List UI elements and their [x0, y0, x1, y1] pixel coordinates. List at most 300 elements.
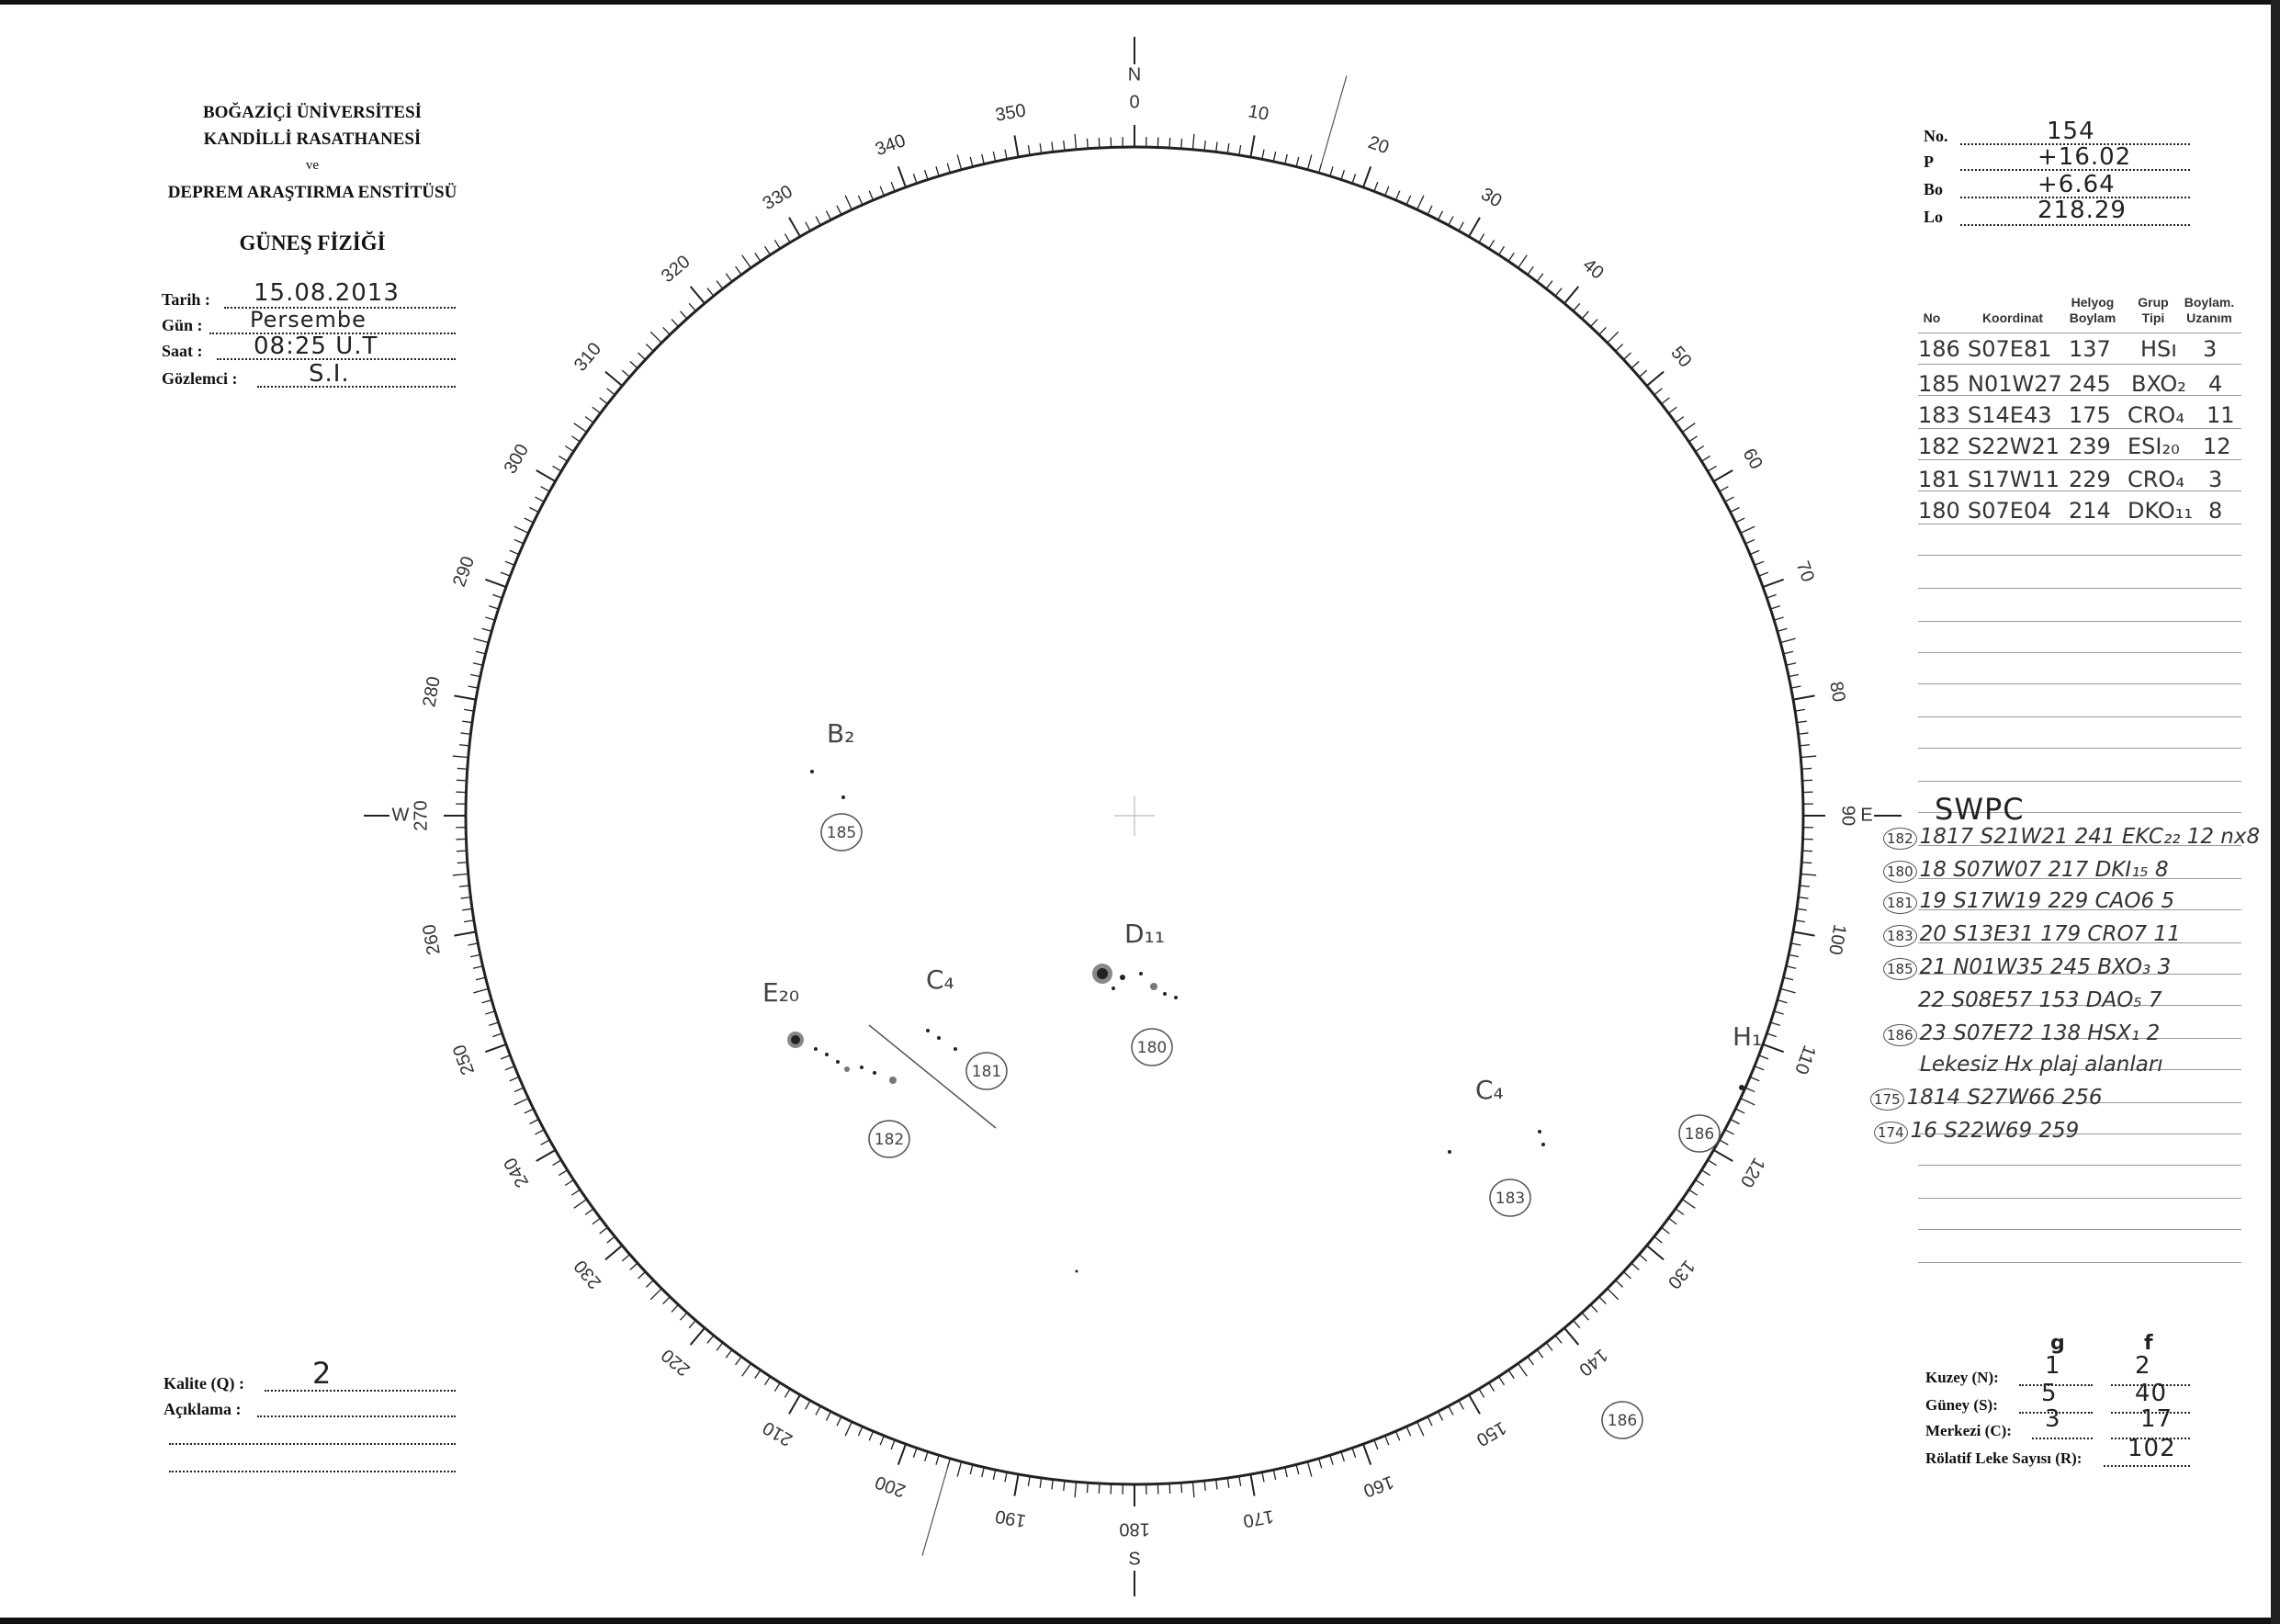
degree-tick [784, 1389, 790, 1397]
swpc-text-10: 16 S22W69 259 [1910, 1119, 2080, 1143]
row-1-lon: 137 [2069, 336, 2111, 362]
degree-label: 160 [1360, 1471, 1397, 1501]
degree-tick [1479, 234, 1484, 242]
degree-tick [622, 1255, 629, 1261]
degree-tick [593, 1218, 601, 1224]
degree-tick [571, 1190, 580, 1195]
degree-tick [1731, 508, 1740, 513]
degree-tick [1075, 1482, 1076, 1497]
degree-tick [1262, 1472, 1264, 1483]
date-value: 15.08.2013 [254, 279, 400, 307]
degree-tick [536, 1150, 556, 1161]
degree-tick [1439, 1412, 1443, 1421]
degree-tick [936, 1455, 939, 1465]
degree-tick [880, 186, 884, 196]
south-f: 40 [2135, 1380, 2168, 1407]
degree-tick [672, 1304, 679, 1312]
degree-tick [1713, 1150, 1733, 1161]
degree-tick [1654, 389, 1663, 395]
degree-tick [1528, 1357, 1533, 1365]
group-label-h1: H₁ [1733, 1021, 1763, 1052]
degree-tick [1014, 1474, 1018, 1496]
degree-tick [536, 470, 556, 481]
degree-tick [462, 721, 472, 723]
degree-tick [585, 1209, 593, 1214]
degree-tick [1489, 1382, 1495, 1391]
west-label: W [391, 805, 410, 826]
north-g: 1 [2045, 1352, 2061, 1380]
sunspot-c4-183 [1448, 1150, 1451, 1154]
degree-tick [1582, 311, 1588, 319]
degree-tick [459, 745, 469, 746]
degree-tick [827, 211, 831, 220]
row-3-no: 183 [1918, 402, 1960, 428]
degree-tick [742, 1363, 751, 1376]
south-label: S [1128, 1549, 1141, 1570]
header-coord: Koordinat [1981, 310, 2044, 325]
degree-tick [1406, 196, 1410, 205]
ephemeris-lo-value: 218.29 [2037, 197, 2127, 224]
swpc-title: SWPC [1935, 792, 2025, 827]
row-3-type: CRO₄ [2128, 402, 2184, 428]
degree-label: 280 [419, 674, 445, 709]
degree-label: 70 [1791, 558, 1819, 585]
swpc-ref-4: 183 [1883, 925, 1917, 947]
degree-tick [470, 954, 480, 956]
degree-tick [1395, 191, 1399, 200]
row-4-coord: S22W21 [1968, 434, 2060, 459]
degree-tick [1181, 139, 1182, 149]
degree-tick [691, 287, 705, 303]
degree-tick [585, 417, 593, 423]
degree-label: 10 [1247, 101, 1270, 125]
degree-tick [1793, 931, 1815, 935]
degree-tick [1708, 466, 1716, 471]
degree-tick [1720, 487, 1729, 491]
degree-tick [1262, 150, 1264, 160]
degree-tick [1363, 166, 1371, 187]
ephemeris-p-value: +16.02 [2037, 143, 2132, 171]
swpc-text-3: 19 S17W19 229 CAO6 5 [1919, 889, 2175, 913]
degree-tick [1639, 370, 1646, 377]
degree-tick [453, 756, 468, 757]
sunspot-drawings [787, 770, 1744, 1273]
degree-tick [1750, 1077, 1759, 1080]
degree-tick [1616, 1280, 1623, 1288]
degree-tick [1741, 1099, 1755, 1105]
degree-tick [1385, 186, 1389, 196]
center-f: 17 [2140, 1405, 2173, 1433]
degree-tick [1395, 1431, 1399, 1440]
row-4-ext: 12 [2203, 434, 2231, 459]
north-label: N [1127, 64, 1142, 85]
degree-tick [1631, 1263, 1639, 1269]
ephemeris-lo-label: Lo [1924, 208, 1944, 226]
group-ref-183-number: 183 [1495, 1190, 1526, 1208]
degree-tick [536, 1130, 545, 1134]
degree-tick [605, 1246, 622, 1259]
degree-tick [1385, 1436, 1389, 1445]
degree-tick [913, 174, 917, 183]
degree-tick [1639, 1255, 1646, 1261]
degree-tick [473, 663, 483, 665]
degree-tick [913, 1448, 917, 1457]
group-ref-185-number: 185 [826, 824, 857, 842]
degree-tick [806, 1401, 810, 1410]
east-label: E [1860, 805, 1873, 826]
sunspot-small [1076, 1270, 1078, 1273]
degree-tick [574, 1200, 587, 1209]
degree-tick [993, 152, 995, 162]
degree-tick [1040, 143, 1042, 153]
degree-tick [1770, 1022, 1779, 1025]
row-4-no: 182 [1918, 434, 1960, 459]
degree-tick [514, 539, 524, 543]
degree-tick [473, 988, 488, 992]
ephemeris-no-label: No. [1924, 127, 1948, 145]
swpc-text-7: 23 S07E72 138 HSX₁ 2 [1919, 1021, 2161, 1045]
degree-tick [622, 370, 629, 377]
swpc-text-6: 22 S08E57 153 DAO₅ 7 [1918, 988, 2162, 1012]
degree-tick [1169, 1483, 1170, 1494]
degree-tick [1537, 274, 1543, 282]
degree-tick [1192, 1482, 1193, 1497]
swpc-text-4: 20 S13E31 179 CRO7 11 [1919, 922, 2181, 946]
degree-tick [1319, 164, 1322, 174]
degree-tick [774, 240, 780, 248]
degree-tick [891, 182, 895, 191]
degree-tick [837, 1416, 841, 1426]
degree-tick [1774, 617, 1784, 620]
institution-line-1: BOĞAZİÇİ ÜNİVERSİTESİ [202, 103, 423, 122]
degree-tick [1087, 139, 1088, 149]
degree-tick [1802, 780, 1812, 781]
degree-tick [789, 1394, 800, 1414]
degree-tick [646, 344, 653, 352]
degree-tick [1608, 1289, 1619, 1300]
row-1-ext: 3 [2203, 336, 2218, 362]
degree-tick [1469, 218, 1480, 237]
degree-label: 230 [570, 1256, 606, 1293]
degree-tick [1725, 1130, 1734, 1134]
degree-tick [736, 1357, 741, 1365]
observer-label: Gözlemci : [162, 369, 238, 388]
degree-tick [1701, 456, 1710, 461]
degree-tick [1791, 686, 1801, 688]
sunspot-c4-183 [1541, 1143, 1545, 1146]
degree-tick [1720, 1140, 1729, 1145]
degree-tick [1216, 1480, 1217, 1490]
degree-tick [869, 191, 873, 200]
degree-tick [1564, 287, 1578, 303]
degree-tick [457, 768, 468, 769]
degree-tick [473, 966, 483, 968]
degree-tick [514, 1088, 524, 1091]
degree-tick [1040, 1478, 1042, 1488]
degree-tick [1708, 1160, 1716, 1166]
swpc-text-9: 1814 S27W66 256 [1906, 1086, 2103, 1110]
degree-tick [600, 1227, 608, 1234]
header-ext-line1: Boylam. [2184, 295, 2235, 310]
degree-label: 0 [1129, 92, 1140, 113]
degree-tick [1341, 1451, 1344, 1460]
sunspot-d11 [1139, 972, 1143, 976]
row-5-lon: 229 [2069, 467, 2111, 492]
swpc-ref-7: 186 [1883, 1024, 1917, 1046]
south-label: Güney (S): [1925, 1396, 1998, 1414]
group-label-b2: B₂ [827, 718, 855, 749]
degree-tick [1330, 166, 1333, 176]
degree-tick [1518, 255, 1528, 268]
row-5-no: 181 [1918, 467, 1960, 492]
degree-tick [1582, 1313, 1588, 1320]
degree-tick [1406, 1427, 1410, 1436]
degree-tick [1682, 1200, 1695, 1209]
ephemeris-no-value: 154 [2047, 118, 2095, 145]
department-title: GÜNEŞ FİZİĞİ [239, 231, 386, 254]
degree-label: 110 [1790, 1042, 1820, 1077]
degree-tick [1099, 1483, 1100, 1494]
degree-tick [1793, 695, 1815, 699]
group-label-c4-183: C₄ [1475, 1075, 1504, 1105]
center-g: 3 [2045, 1405, 2061, 1433]
degree-tick [1745, 1088, 1755, 1091]
degree-tick [898, 1444, 906, 1465]
header-no: No [1923, 310, 1941, 325]
degree-tick [774, 1382, 780, 1391]
header-ext-line2: Uzanım [2186, 310, 2232, 325]
header-lon-line1: Helyog [2071, 295, 2115, 310]
degree-tick [1654, 1236, 1663, 1243]
degree-tick [1087, 1483, 1088, 1493]
day-value: Persembe [250, 307, 367, 333]
degree-tick [1791, 943, 1801, 945]
degree-tick [525, 518, 534, 523]
degree-tick [1689, 436, 1698, 442]
row-6-lon: 214 [2069, 498, 2111, 524]
degree-tick [717, 1343, 723, 1351]
degree-tick [1696, 1179, 1704, 1185]
degree-tick [869, 1431, 873, 1440]
row-6-type: DKO₁₁ [2128, 498, 2194, 524]
degree-label: 80 [1825, 680, 1849, 704]
degree-label: 300 [500, 440, 534, 478]
group-label-d11: D₁₁ [1124, 919, 1166, 949]
degree-tick [468, 686, 479, 688]
degree-tick [1250, 135, 1254, 157]
degree-tick [1800, 885, 1810, 886]
degree-tick [707, 288, 714, 297]
row-2-no: 185 [1918, 371, 1960, 397]
degree-label: 150 [1473, 1416, 1510, 1450]
degree-tick [1296, 1464, 1299, 1474]
row-6-ext: 8 [2208, 498, 2223, 524]
row-2-ext: 4 [2208, 371, 2223, 397]
degree-tick [485, 580, 506, 587]
degree-tick [1780, 988, 1795, 992]
degree-tick [982, 154, 984, 164]
degree-label: 250 [449, 1042, 480, 1078]
degree-label: 170 [1241, 1506, 1276, 1531]
degree-tick [1064, 1481, 1065, 1491]
degree-tick [571, 436, 580, 442]
degree-tick [574, 423, 587, 433]
degree-tick [1428, 1416, 1432, 1426]
degree-tick [1064, 141, 1065, 151]
degree-tick [1780, 638, 1795, 642]
row-3-coord: S14E43 [1968, 402, 2052, 428]
degree-tick [454, 695, 476, 699]
degree-tick [1052, 1480, 1053, 1490]
degree-tick [1783, 977, 1793, 980]
degree-tick [1759, 572, 1768, 576]
sunspot-e20 [844, 1066, 850, 1072]
sunspot-b2 [841, 795, 845, 799]
degree-tick [1766, 1033, 1776, 1037]
degree-tick [672, 320, 679, 327]
degree-tick [765, 1377, 771, 1385]
swpc-ref-1: 182 [1883, 828, 1917, 850]
row-2-type: BXO₂ [2131, 371, 2186, 397]
degree-tick [1181, 1483, 1182, 1493]
group-ref-186-outside-number: 186 [1607, 1412, 1638, 1430]
degree-label: 270 [411, 800, 432, 831]
institution-line-2: KANDİLLİ RASATHANESİ [203, 130, 422, 149]
degree-tick [541, 487, 550, 491]
degree-tick [957, 1461, 961, 1476]
degree-tick [947, 1459, 950, 1469]
date-label: Tarih : [162, 290, 210, 309]
compass-markers [364, 37, 1902, 1596]
degree-tick [1005, 1472, 1007, 1483]
degree-tick [1099, 138, 1100, 148]
degree-tick [1741, 526, 1755, 533]
row-6-no: 180 [1918, 498, 1960, 524]
degree-tick [816, 217, 820, 226]
degree-tick [784, 234, 790, 242]
degree-tick [1783, 651, 1793, 654]
degree-tick [970, 157, 973, 167]
p-angle-axis-line-south [922, 1467, 948, 1555]
degree-tick [1616, 344, 1623, 352]
degree-tick [492, 594, 502, 598]
degree-tick [638, 353, 646, 360]
center-label: Merkezi (C): [1925, 1422, 2012, 1439]
degree-tick [1676, 417, 1684, 423]
degree-tick [1574, 1320, 1580, 1327]
degree-tick [1285, 1467, 1287, 1477]
degree-tick [1508, 1370, 1514, 1379]
degree-tick [1662, 1227, 1670, 1234]
degree-label: 260 [419, 922, 445, 957]
summary-col-g: g [2050, 1332, 2066, 1355]
degree-tick [514, 526, 528, 533]
day-label: Gün : [162, 316, 203, 334]
degree-tick [1795, 920, 1805, 922]
degree-tick [1786, 663, 1796, 665]
row-5-ext: 3 [2208, 467, 2223, 492]
degree-label: 190 [993, 1506, 1028, 1531]
degree-tick [605, 372, 622, 386]
group-annotations [762, 718, 1762, 1438]
degree-tick [536, 497, 545, 502]
row-1-no: 186 [1918, 336, 1960, 362]
north-label: Kuzey (N): [1925, 1369, 1999, 1386]
degree-tick [1546, 281, 1552, 289]
degree-tick [1555, 1336, 1562, 1344]
degree-tick [638, 1271, 646, 1279]
degree-tick [936, 166, 939, 176]
degree-tick [1735, 518, 1744, 523]
degree-tick [1449, 217, 1453, 226]
degree-tick [1676, 1209, 1684, 1214]
degree-tick [681, 1313, 687, 1320]
degree-tick [1537, 1349, 1543, 1358]
degree-tick [492, 1033, 502, 1037]
degree-tick [1296, 157, 1299, 167]
degree-tick [1778, 1000, 1788, 1003]
swpc-text-2: 18 S07W07 217 DKI₁₅ 8 [1919, 858, 2169, 882]
degree-tick [476, 651, 486, 654]
degree-tick [482, 1000, 492, 1003]
degree-tick [1352, 1448, 1356, 1457]
degree-tick [1801, 768, 1812, 769]
degree-tick [1546, 1343, 1552, 1351]
degree-label: 220 [657, 1344, 694, 1381]
ephemeris-p-label: P [1924, 152, 1934, 171]
sunspot-c4-183 [1538, 1130, 1541, 1133]
degree-tick [1745, 539, 1755, 543]
degree-tick [689, 1320, 695, 1327]
degree-tick [1759, 1055, 1768, 1059]
swpc-text-5: 21 N01W35 245 BXO₃ 3 [1919, 955, 2172, 979]
degree-tick [858, 1427, 862, 1436]
degree-tick [858, 196, 862, 205]
degree-tick [765, 246, 771, 254]
degree-tick [525, 1109, 534, 1113]
degree-tick [553, 466, 561, 471]
degree-tick [1763, 1044, 1784, 1052]
ephemeris-bo-value: +6.64 [2037, 171, 2116, 198]
sunspot-c4-181 [926, 1029, 930, 1032]
degree-tick [489, 1022, 498, 1025]
degree-tick [742, 255, 751, 268]
degree-tick [1341, 170, 1344, 179]
degree-tick [482, 628, 492, 631]
degree-tick [1330, 1455, 1333, 1465]
degree-label: 40 [1578, 254, 1608, 284]
degree-tick [1250, 1474, 1254, 1496]
sunspot-c4-181 [937, 1036, 941, 1040]
degree-tick [559, 1170, 567, 1176]
degree-tick [461, 733, 471, 734]
degree-tick [1239, 1476, 1241, 1486]
degree-tick [970, 1464, 973, 1474]
degree-tick [489, 606, 498, 609]
degree-tick [510, 550, 519, 554]
degree-tick [717, 281, 723, 289]
degree-label: 60 [1738, 445, 1766, 473]
degree-tick [454, 931, 476, 935]
degree-tick [650, 332, 661, 343]
degree-tick [1799, 733, 1809, 734]
degree-tick [1459, 1401, 1463, 1410]
sunspot-e20 [889, 1077, 897, 1084]
degree-tick [816, 1406, 820, 1415]
degree-tick [947, 164, 950, 174]
degree-tick [1797, 721, 1807, 723]
degree-tick [1192, 134, 1193, 150]
